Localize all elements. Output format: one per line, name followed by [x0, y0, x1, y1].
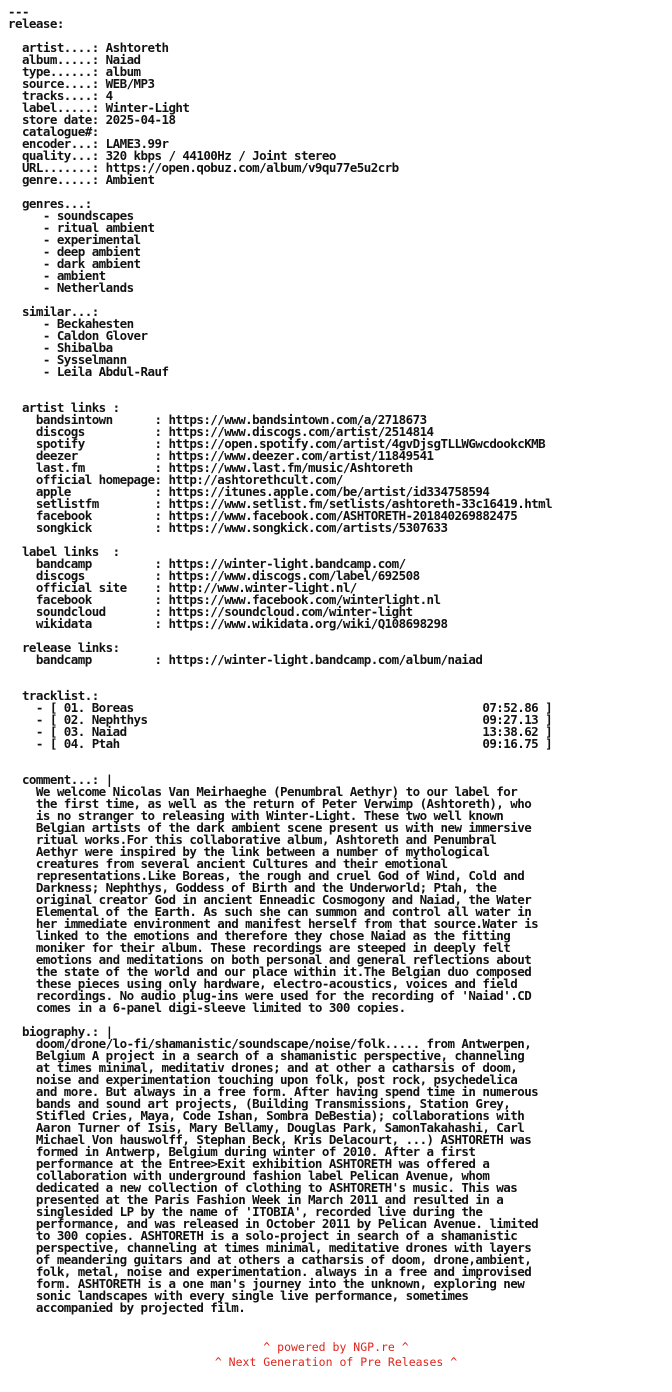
text-line: formed in Antwerp, Belgium during winter of 2010. After a first — [8, 1144, 476, 1159]
text-line: discogs : https://www.discogs.com/artist/2514814 — [8, 424, 434, 439]
text-line: Stifled Cries, Maya, Code Ishan, Sombra DeBestia); collaborations with — [8, 1108, 525, 1123]
text-line: release links: — [8, 640, 120, 655]
text-line: these pieces using only hardware, electro-acoustics, voices and field — [8, 976, 518, 991]
text-line: label.....: Winter-Light — [8, 100, 190, 115]
text-line: - Shibalba — [8, 340, 113, 355]
text-line: genre.....: Ambient — [8, 172, 155, 187]
footer — [0, 1340, 672, 1370]
text-line: songkick : https://www.songkick.com/artists/5307633 — [8, 520, 448, 535]
text-line: discogs : https://www.discogs.com/label/692508 — [8, 568, 420, 583]
text-line: type......: album — [8, 64, 141, 79]
text-line: ritual works.For this collaborative album, Ashtoreth and Penumbral — [8, 832, 497, 847]
text-line: label links : — [8, 544, 120, 559]
text-line: Aaron Turner of Isis, Mary Bellamy, Douglas Park, SamonTakahashi, Carl — [8, 1120, 525, 1135]
text-line: soundcloud : https://soundcloud.com/winter-light — [8, 604, 413, 619]
text-line: - Sysselmann — [8, 352, 127, 367]
text-line: bands and sound art projects, (Building Transmissions, Station Grey, — [8, 1096, 511, 1111]
text-line: - deep ambient — [8, 244, 141, 259]
text-line: recordings. No audio plug-ins were used for the recording of 'Naiad'.CD — [8, 988, 532, 1003]
text-line: tracklist.: — [8, 688, 99, 703]
text-line — [8, 666, 552, 678]
text-line: - ritual ambient — [8, 220, 155, 235]
text-line: her immediate environment and manifest herself from that source.Water is — [8, 916, 539, 931]
text-line: facebook : https://www.facebook.com/ASHTORETH-201840269882475 — [8, 508, 518, 523]
text-line: folk, metal, noise and experimentation. always in a free and improvised — [8, 1264, 532, 1279]
text-line: similar...: — [8, 304, 99, 319]
text-line: emotions and meditations on both personal and general reflections about — [8, 952, 532, 967]
text-line: original creator God in ancient Enneadic Cosmogony and Naiad, the Water — [8, 892, 532, 907]
text-line: setlistfm : https://www.setlist.fm/setlists/ashtoreth-33c16419.html — [8, 496, 553, 511]
text-line: dedicated a new collection of clothing to ASHTORETH's music. This was — [8, 1180, 518, 1195]
text-line: linked to the emotions and therefore they chose Naiad as the fitting — [8, 928, 511, 943]
text-line: genres...: — [8, 196, 92, 211]
text-line: moniker for their album. These recordings are steeped in deeply felt — [8, 940, 511, 955]
text-line — [8, 378, 552, 390]
text-line: We welcome Nicolas Van Meirhaeghe (Penumbral Aethyr) to our label for — [8, 784, 518, 799]
text-line: last.fm : https://www.last.fm/music/Ashtoreth — [8, 460, 413, 475]
text-line: apple : https://itunes.apple.com/be/artist/id334758594 — [8, 484, 490, 499]
text-line: - Leila Abdul-Rauf — [8, 364, 169, 379]
text-line: Aethyr were inspired by the link between a number of mythological — [8, 844, 490, 859]
text-line: noise and experimentation touching upon folk, post rock, psychedelica — [8, 1072, 518, 1087]
text-line: representations.Like Boreas, the rough and cruel God of Wind, Cold and — [8, 868, 525, 883]
text-line: to 300 copies. ASHTORETH is a solo-project in search of a shamanistic — [8, 1228, 518, 1243]
text-line: spotify : https://open.spotify.com/artist/4gvDjsgTLLWGwcdookcKMB — [8, 436, 546, 451]
text-line: Elemental of the Earth. As such she can summon and control all water in — [8, 904, 532, 919]
footer-powered-by: ^ powered by NGP.re ^ — [263, 1340, 409, 1354]
text-line: artist links : — [8, 400, 120, 415]
text-line: creatures from several ancient Cultures and their emotional — [8, 856, 448, 871]
text-line: tracks....: 4 — [8, 88, 113, 103]
text-line: - soundscapes — [8, 208, 134, 223]
text-line: of meandering guitars and at others a catharsis of doom, drone,ambient, — [8, 1252, 532, 1267]
text-line: catalogue#: — [8, 124, 99, 139]
text-line: biography.: | — [8, 1024, 113, 1039]
text-line: --- — [8, 4, 29, 19]
text-line: form. ASHTORETH is a one man's journey into the unknown, exploring new — [8, 1276, 525, 1291]
text-line: facebook : https://www.facebook.com/winterlight.nl — [8, 592, 441, 607]
text-line: - Netherlands — [8, 280, 134, 295]
text-line: comment...: | — [8, 772, 113, 787]
text-line: Michael Von hauswolff, Stephan Beck, Kris Delacourt, ...) ASHTORETH was — [8, 1132, 532, 1147]
text-line: Darkness; Nephthys, Goddess of Birth and the Underworld; Ptah, the — [8, 880, 497, 895]
text-line: URL.......: https://open.qobuz.com/album/v9qu77e5u2crb — [8, 160, 399, 175]
text-line: sonic landscapes with every single live performance, sometimes — [8, 1288, 469, 1303]
text-line: doom/drone/lo-fi/shamanistic/soundscape/noise/folk..... from Antwerpen, — [8, 1036, 532, 1051]
text-line: source....: WEB/MP3 — [8, 76, 155, 91]
text-line: presented at the Paris Fashion Week in March 2011 and resulted in a — [8, 1192, 504, 1207]
text-line: Belgian artists of the dark ambient scene present us with new immersive — [8, 820, 532, 835]
text-line: album.....: Naiad — [8, 52, 141, 67]
text-line: encoder...: LAME3.99r — [8, 136, 169, 151]
text-line: - Caldon Glover — [8, 328, 148, 343]
text-line: comes in a 6-panel digi-sleeve limited to 300 copies. — [8, 1000, 406, 1015]
text-line: - [ 02. Nephthys 09:27.13 ] — [8, 712, 553, 727]
text-line: - [ 03. Naiad 13:38.62 ] — [8, 724, 553, 739]
text-line: the state of the world and our place within it.The Belgian duo composed — [8, 964, 532, 979]
text-line: collaboration with underground fashion label Pelican Avenue, whom — [8, 1168, 490, 1183]
text-line: release: — [8, 16, 64, 31]
text-line: bandcamp : https://winter-light.bandcamp.com/album/naiad — [8, 652, 483, 667]
text-line: quality...: 320 kbps / 44100Hz / Joint stereo — [8, 148, 336, 163]
text-line: artist....: Ashtoreth — [8, 40, 169, 55]
text-line: wikidata : https://www.wikidata.org/wiki/Q108698298 — [8, 616, 448, 631]
text-line: official site : http://www.winter-light.nl/ — [8, 580, 357, 595]
text-line: performance at the Entree>Exit exhibition ASHTORETH was offered a — [8, 1156, 490, 1171]
text-line: - Beckahesten — [8, 316, 134, 331]
text-line: deezer : https://www.deezer.com/artist/11849541 — [8, 448, 434, 463]
text-line: perspective, channeling at times minimal, meditative drones with layers — [8, 1240, 532, 1255]
text-line: bandsintown : https://www.bandsintown.com/a/2718673 — [8, 412, 427, 427]
text-line: - [ 01. Boreas 07:52.86 ] — [8, 700, 553, 715]
text-line: official homepage: http://ashtorethcult.com/ — [8, 472, 343, 487]
text-line: accompanied by projected film. — [8, 1300, 246, 1315]
text-line: performance, and was released in October 2011 by Pelican Avenue. limited — [8, 1216, 539, 1231]
text-line: bandcamp : https://winter-light.bandcamp.com/ — [8, 556, 406, 571]
text-line: the first time, as well as the return of Peter Verwimp (Ashtoreth), who — [8, 796, 532, 811]
footer-tagline: ^ Next Generation of Pre Releases ^ — [214, 1355, 458, 1369]
text-line: Belgium A project in a search of a shamanistic perspective, channeling — [8, 1048, 525, 1063]
text-line: - dark ambient — [8, 256, 141, 271]
text-line: is no stranger to releasing with Winter-Light. These two well known — [8, 808, 504, 823]
text-line: - ambient — [8, 268, 106, 283]
text-line: - [ 04. Ptah 09:16.75 ] — [8, 736, 553, 751]
text-line: and more. But always in a free form. After having spend time in numerous — [8, 1084, 539, 1099]
text-line: - experimental — [8, 232, 141, 247]
text-line: singlesided LP by the name of 'ITOBIA', recorded live during the — [8, 1204, 483, 1219]
text-line: store date: 2025-04-18 — [8, 112, 176, 127]
text-line — [8, 750, 552, 762]
nfo-document — [8, 6, 552, 1314]
text-line: at times minimal, meditativ drones; and at other a catharsis of doom, — [8, 1060, 518, 1075]
